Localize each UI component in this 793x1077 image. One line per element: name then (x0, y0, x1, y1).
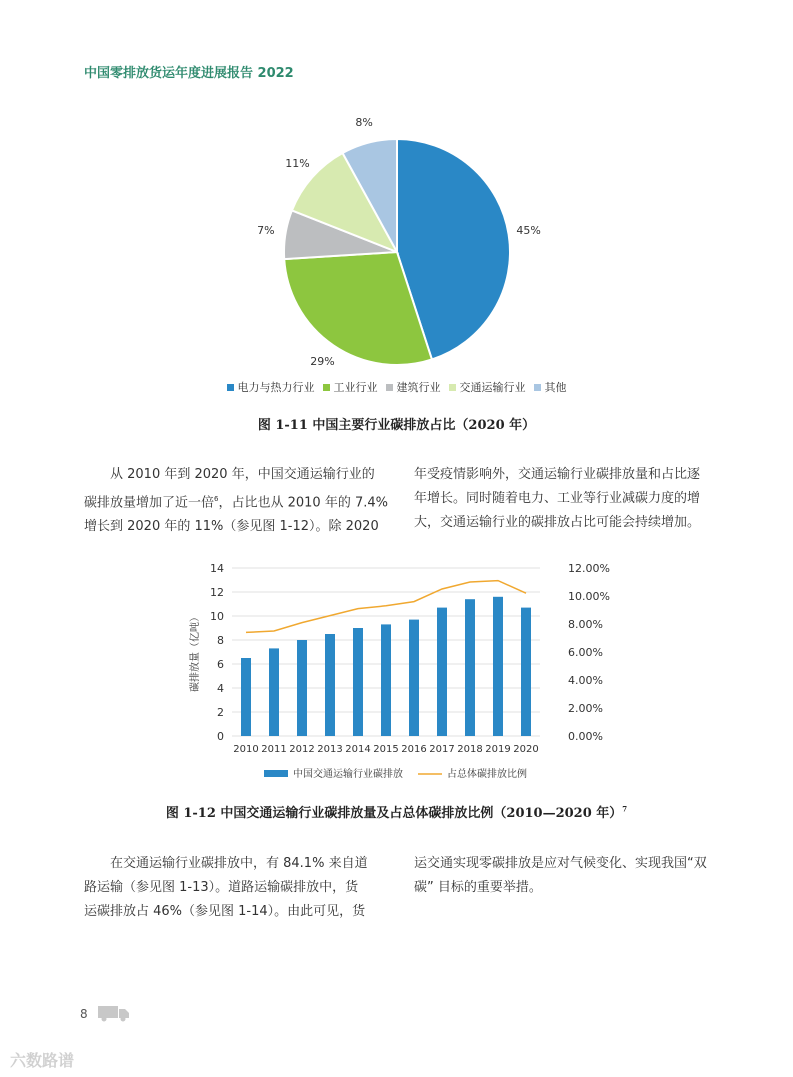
bar (297, 640, 307, 736)
legend-item (323, 379, 378, 395)
paragraph2-right (414, 852, 714, 900)
text-line: 碳排放量增加了近一倍$^6$，占比也从 2010 年的 7.4% (84, 495, 388, 511)
legend-label: 占总体碳排放比例 (447, 769, 527, 780)
bar (409, 620, 419, 736)
x-tick-label: 2018 (457, 744, 483, 755)
emissions-chart-svg (180, 556, 620, 796)
footnote-marker: 7 (622, 804, 628, 814)
y-tick-label: 12 (210, 586, 224, 599)
x-tick-label: 2010 (233, 744, 259, 755)
y2-tick-label: 8.00% (568, 618, 603, 631)
x-tick-label: 2011 (261, 744, 287, 755)
watermark: 六数路谱 (10, 1051, 75, 1070)
paragraph2-left (84, 852, 384, 924)
legend-label: 工业行业 (333, 381, 378, 394)
footnote-marker: 6 (214, 495, 219, 503)
legend-item (227, 379, 315, 395)
legend-label: 建筑行业 (396, 381, 441, 394)
legend-swatch-bar (264, 770, 288, 777)
bar (269, 648, 279, 736)
text-line: 增长到 2020 年的 11%（参见图 1-12）。除 2020 (84, 519, 379, 535)
figure-caption-1-12: 图 1-12 中国交通运输行业碳排放量及占总体碳排放比例（2010—2020 年）$^7$ (165, 804, 628, 821)
y-axis-label: 碳排放量（亿吨） (190, 612, 201, 692)
text-line: 运交通实现零碳排放是应对气候变化、实现我国“双 (414, 856, 707, 871)
bar (325, 634, 335, 736)
bar (465, 599, 475, 736)
text-line: 从 2010 年到 2020 年，中国交通运输行业的 (110, 467, 375, 482)
legend-label: 其他 (544, 381, 567, 394)
x-tick-label: 2013 (317, 744, 343, 755)
pie-slice-label: 7% (257, 224, 275, 238)
figure-caption-1-11: 图 1-11 中国主要行业碳排放占比（2020 年） (257, 418, 536, 433)
bar (493, 597, 503, 736)
truck-icon (98, 1004, 130, 1022)
pie-chart (200, 116, 600, 380)
pie-slice-label: 11% (285, 157, 310, 171)
legend-item (386, 379, 441, 395)
pie-chart-svg (200, 120, 600, 380)
y-tick-label: 0 (217, 730, 224, 743)
y2-tick-label: 0.00% (568, 730, 603, 743)
pie-slice-label: 8% (355, 116, 373, 130)
pie-slice-label: 29% (310, 355, 335, 368)
y-tick-label: 2 (217, 706, 224, 719)
legend-swatch (386, 384, 393, 391)
y-tick-label: 8 (217, 634, 224, 647)
text-line: 路运输（参见图 1-13）。道路运输碳排放中，货 (84, 880, 359, 895)
legend-label: 中国交通运输行业碳排放 (293, 769, 403, 780)
x-tick-label: 2015 (373, 744, 399, 755)
header-title: 中国零排放货运年度进展报告 2022 (84, 66, 294, 81)
bar (353, 628, 363, 736)
x-tick-label: 2017 (429, 744, 455, 755)
bar (381, 624, 391, 736)
bar (437, 608, 447, 736)
y2-tick-label: 12.00% (568, 562, 610, 575)
x-tick-label: 2016 (401, 744, 427, 755)
y-tick-label: 4 (217, 682, 224, 695)
page-number: 8 (80, 1007, 88, 1021)
y-tick-label: 10 (210, 610, 224, 623)
pie-slice-label: 45% (516, 224, 541, 238)
text-line: 年受疫情影响外，交通运输行业碳排放量和占比逐 (414, 467, 701, 482)
x-tick-label: 2012 (289, 744, 315, 755)
paragraph1-right (414, 463, 714, 535)
legend-swatch (534, 384, 541, 391)
paragraph1-left (84, 463, 388, 539)
legend-label: 交通运输行业 (459, 381, 526, 394)
legend-swatch (449, 384, 456, 391)
text-line: 运碳排放占 46%（参见图 1-14）。由此可见，货 (84, 904, 366, 919)
x-tick-label: 2014 (345, 744, 371, 755)
x-tick-label: 2020 (513, 744, 539, 755)
pie-legend (0, 379, 793, 395)
x-tick-label: 2019 (485, 744, 511, 755)
y-tick-label: 6 (217, 658, 224, 671)
y2-tick-label: 6.00% (568, 646, 603, 659)
y2-tick-label: 2.00% (568, 702, 603, 715)
bar (521, 608, 531, 736)
text-line: 大，交通运输行业的碳排放占比可能会持续增加。 (414, 515, 701, 530)
text-line: 年增长。同时随着电力、工业等行业减碳力度的增 (414, 491, 701, 506)
legend-swatch (323, 384, 330, 391)
text-line: 在交通运输行业碳排放中，有 84.1% 来自道 (110, 856, 368, 871)
bar (241, 658, 251, 736)
legend-item (449, 379, 526, 395)
legend-item (534, 379, 567, 395)
text-line: 碳” 目标的重要举措。 (414, 880, 542, 895)
y-tick-label: 14 (210, 562, 224, 575)
emissions-chart (180, 556, 620, 796)
y2-tick-label: 4.00% (568, 674, 603, 687)
legend-label: 电力与热力行业 (237, 381, 315, 394)
legend-swatch (227, 384, 234, 391)
y2-tick-label: 10.00% (568, 590, 610, 603)
